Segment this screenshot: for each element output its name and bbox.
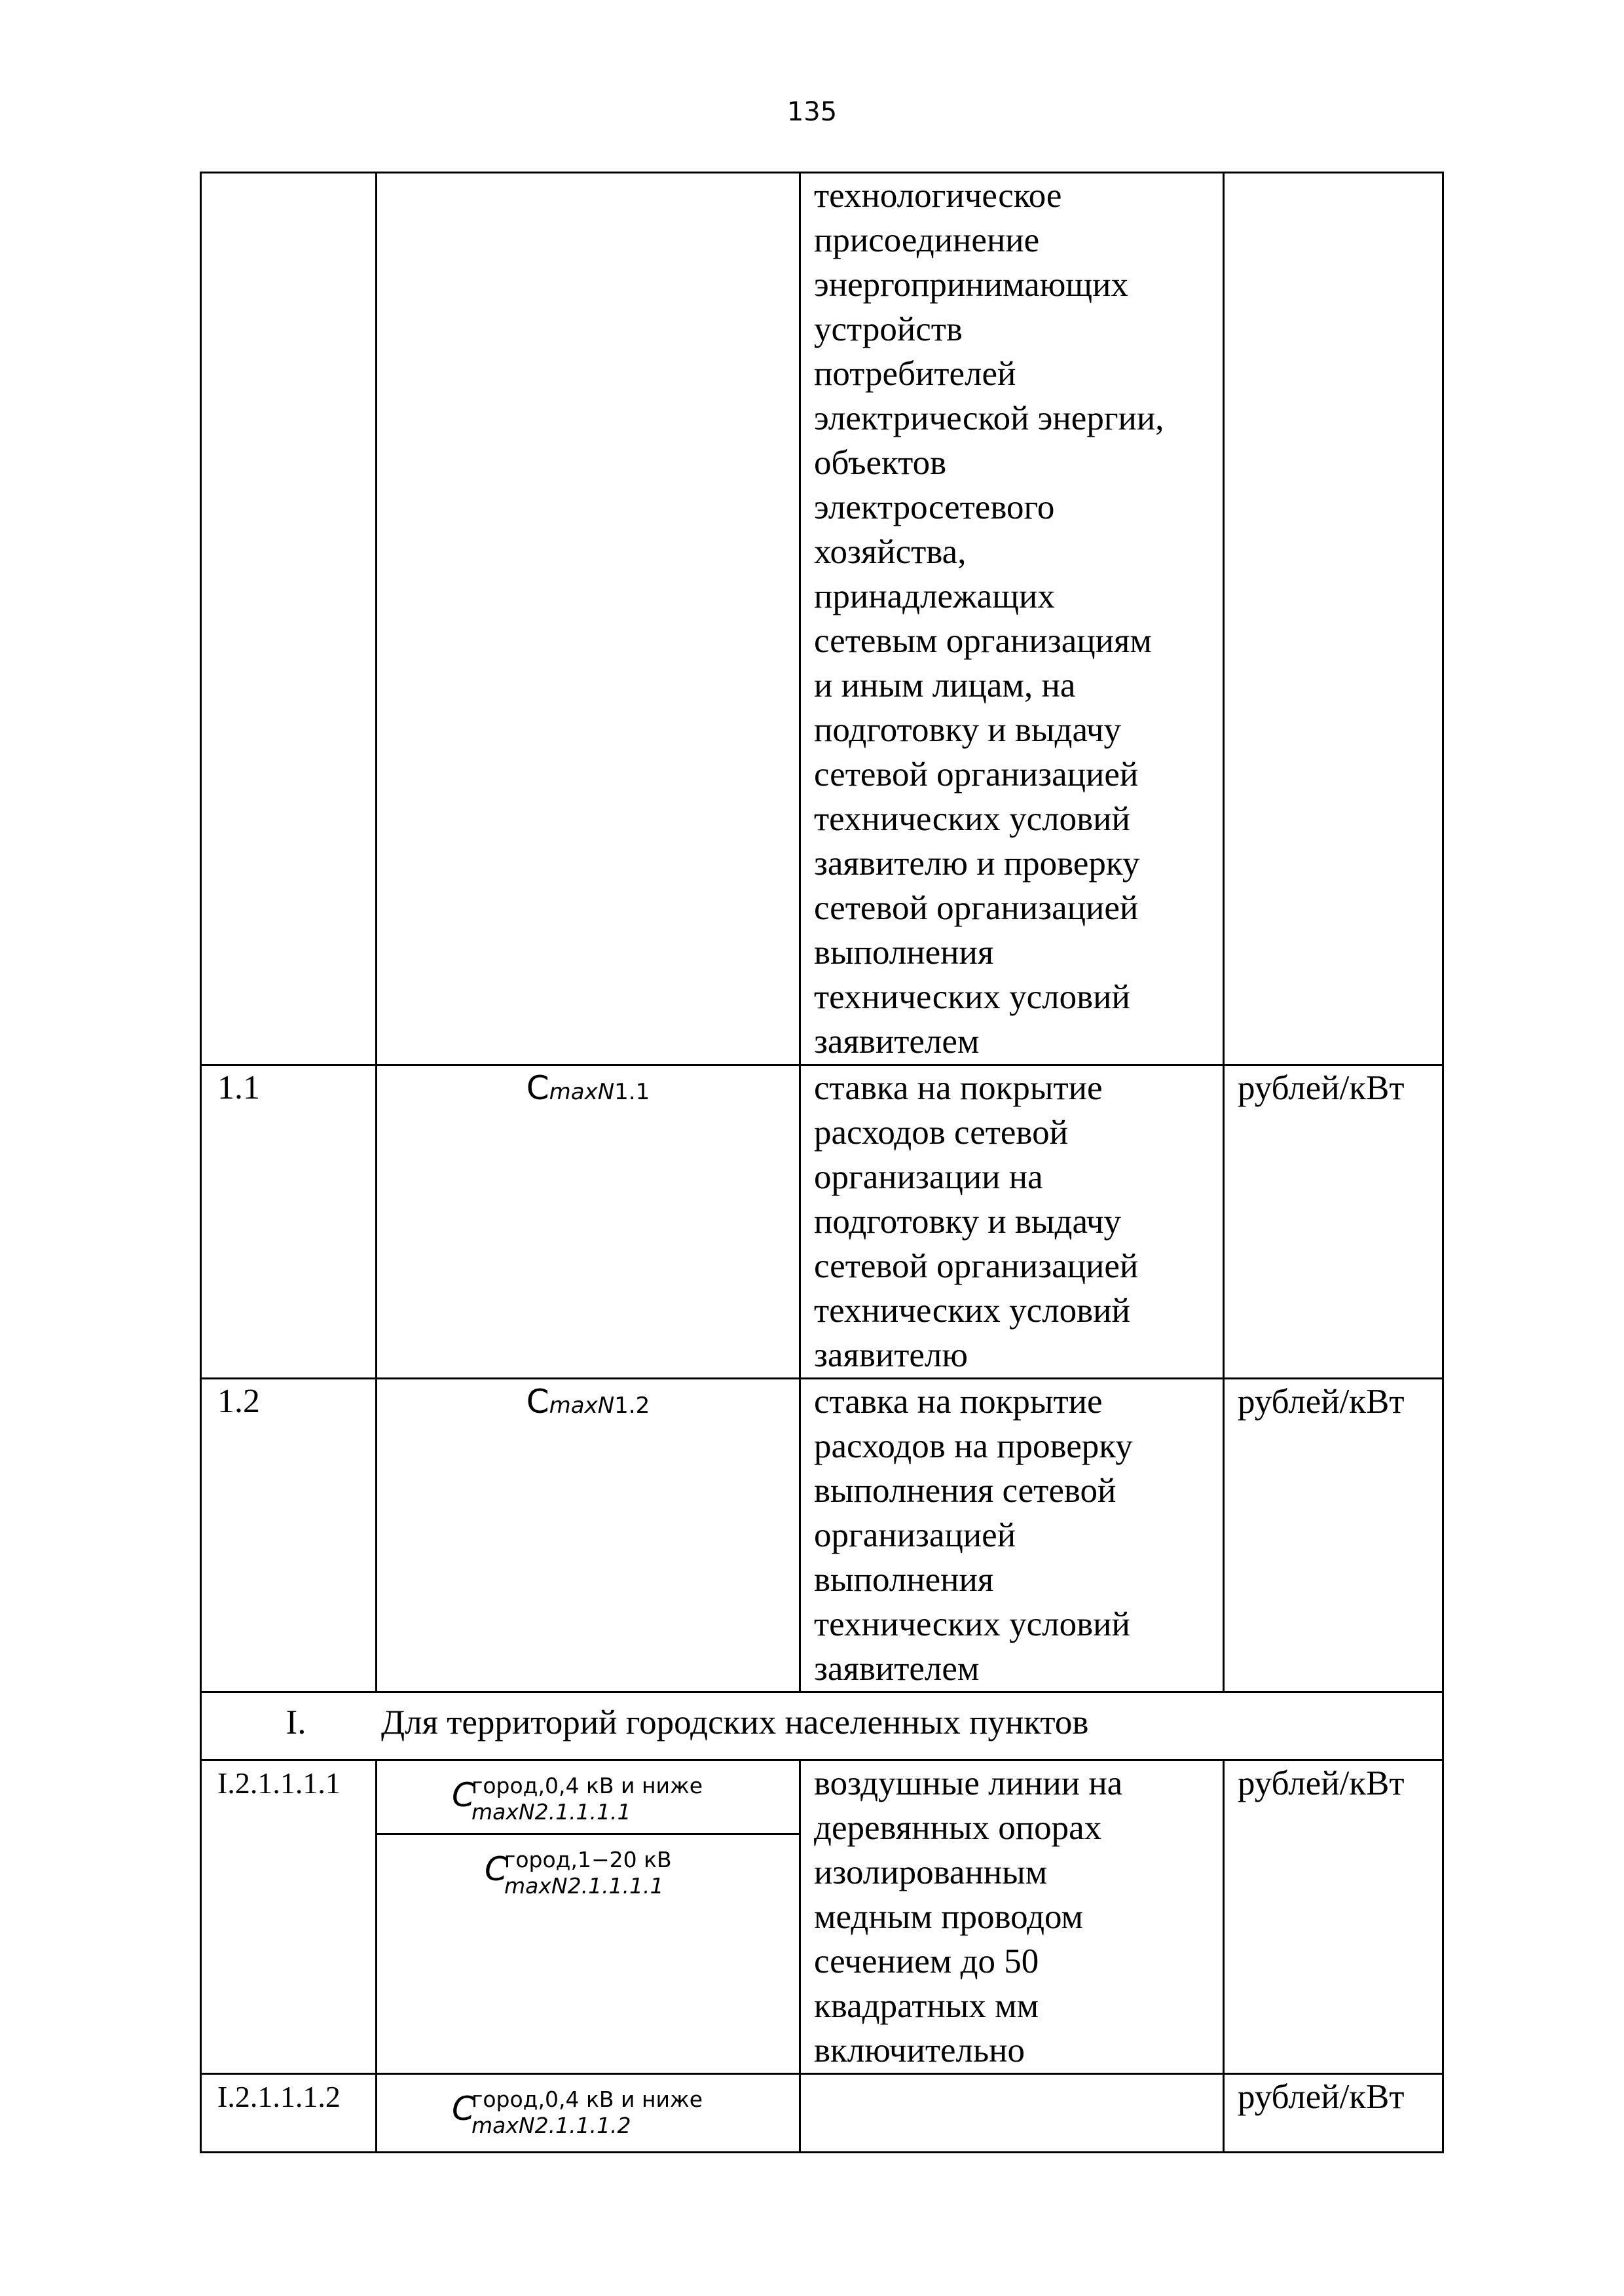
cell-description: ставка на покрытие расходов сетевой организации на подготовку и выдачу сетевой организацией технических условий заявителю: [800, 1065, 1224, 1379]
cell-num: I.2.1.1.1.2: [201, 2074, 377, 2153]
cell-symbol: [377, 1379, 800, 1692]
cell-unit: рублей/кВт: [1224, 1379, 1443, 1692]
symbol-subscript: maxN2.1.1.1.1: [471, 1799, 631, 1825]
symbol-superscript: город,0,4 кВ и ниже: [471, 2086, 703, 2112]
cell-symbol: [377, 2074, 800, 2153]
cell-description: воздушные линии на деревянных опорах изолированным медным проводом сечением до 50 квадратных мм включительно: [800, 1760, 1224, 2074]
symbol-1-20kv: C город,1−20 кВ maxN2.1.1.1.1: [386, 1835, 799, 1907]
cell-num: [201, 173, 377, 1065]
table-row: [201, 2074, 1443, 2153]
tariff-table: [200, 172, 1444, 2153]
cell-unit: рублей/кВт: [1224, 1760, 1443, 2074]
symbol-base: C: [526, 1069, 549, 1107]
cell-unit: [1224, 173, 1443, 1065]
table-row: [201, 1760, 1443, 2074]
page-number: 135: [786, 97, 838, 127]
symbol-superscript: город,0,4 кВ и ниже: [471, 1773, 703, 1798]
cell-description: ставка на покрытие расходов на проверку выполнения сетевой организацией выполнения технических условий заявителем: [800, 1379, 1224, 1692]
symbol-superscript: город,1−20 кВ: [504, 1847, 672, 1872]
table-row: [201, 1379, 1443, 1692]
symbol-base: C: [526, 1383, 549, 1421]
symbol-sub-num: 1.1: [614, 1079, 650, 1105]
cell-symbol: [377, 173, 800, 1065]
symbol-subscript: maxN2.1.1.1.1: [504, 1873, 664, 1899]
cell-num: I.2.1.1.1.1: [201, 1760, 377, 2074]
cell-symbol: [377, 1760, 800, 2074]
section-header-row: [201, 1692, 1443, 1760]
cell-symbol: [377, 1065, 800, 1379]
table-row: [201, 1065, 1443, 1379]
cell-unit: рублей/кВт: [1224, 1065, 1443, 1379]
cell-description: [800, 2074, 1224, 2153]
symbol-sub: maxN: [549, 1393, 615, 1419]
cell-description: технологическое присоединение энергопринимающих устройств потребителей электрической энергии, объектов электросетевого хозяйства, принадлежащих сетевым организациям и иным лицам, на подготовку и выдачу сетевой организацией технических условий заявителю и проверку сетевой организацией выполнения технических условий заявителем: [800, 173, 1224, 1065]
section-header: [201, 1692, 1443, 1760]
symbol-subscript: maxN2.1.1.1.2: [471, 2113, 631, 2138]
section-number: I.: [286, 1704, 306, 1741]
cell-unit: рублей/кВт: [1224, 2074, 1443, 2153]
symbol-sub-num: 1.2: [614, 1393, 650, 1419]
symbol-0-4kv: C город,0,4 кВ и ниже maxN2.1.1.1.2: [386, 2075, 799, 2147]
section-title: Для территорий городских населенных пунктов: [381, 1704, 1089, 1741]
cell-num: 1.1: [201, 1065, 377, 1379]
symbol-sub: maxN: [549, 1079, 615, 1105]
table-row: [201, 173, 1443, 1065]
symbol-0-4kv: C город,0,4 кВ и ниже maxN2.1.1.1.1: [386, 1761, 799, 1833]
cell-num: 1.2: [201, 1379, 377, 1692]
